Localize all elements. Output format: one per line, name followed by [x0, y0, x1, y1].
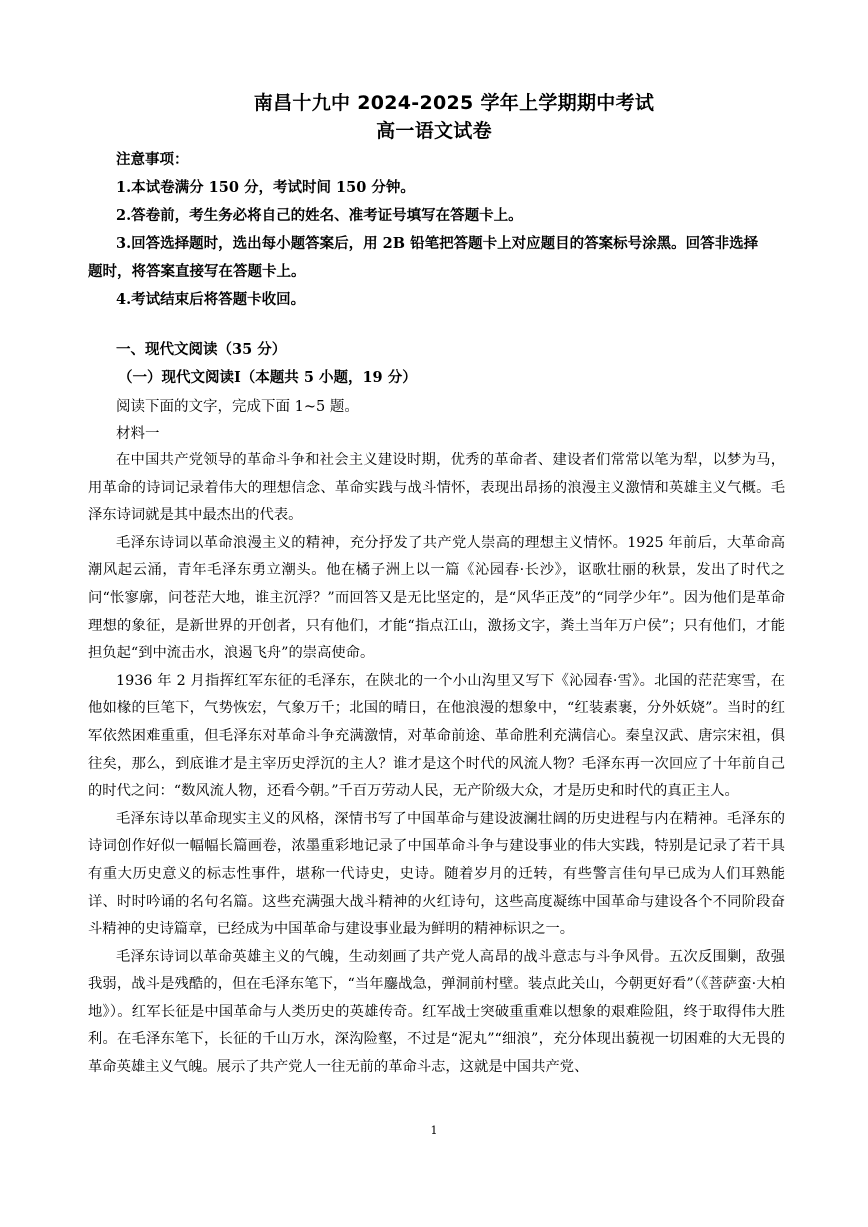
exam-subtitle: 高一语文试卷: [376, 120, 492, 142]
passage-paragraph-1: 在中国共产党领导的革命斗争和社会主义建设时期，优秀的革命者、建设者们常常以笔为犁，以梦为马，用革命的诗词记录着伟大的理想信念、革命实践与战斗情怀，表现出昂扬的浪漫主义激情和英雄主义气概。毛泽东诗词就是其中最杰出的代表。: [88, 452, 785, 524]
subsection-heading: （一）现代文阅读Ⅰ（本题共 5 小题，19 分）: [118, 369, 417, 386]
passage-paragraph-4: 毛泽东诗以革命现实主义的风格，深情书写了中国革命与建设波澜壮阔的历史进程与内在精神。毛泽东的诗词创作好似一幅幅长篇画卷，浓墨重彩地记录了中国革命斗争与建设事业的伟大实践，特别是记录了若干具有重大历史意义的标志性事件，堪称一代诗史，史诗。随着岁月的迁转，有些警言佳句早已成为人们耳熟能详、时时吟诵的名句名篇。这些充满强大战斗精神的火红诗句，这些高度凝练中国革命与建设各个不同阶段奋斗精神的史诗篇章，已经成为中国革命与建设事业最为鲜明的精神标识之一。: [88, 810, 785, 938]
notes-item-4: 4.考试结束后将答题卡收回。: [116, 291, 306, 308]
notes-item-3-line-2: 题时，将答案直接写在答题卡上。: [88, 263, 306, 280]
notes-item-2: 2.答卷前，考生务必将自己的姓名、准考证号填写在答题卡上。: [116, 207, 523, 224]
reading-passage: [88, 447, 785, 1082]
section-heading: 一、现代文阅读（35 分）: [116, 341, 287, 358]
reading-instruction: 阅读下面的文字，完成下面 1~5 题。: [116, 399, 359, 415]
exam-title: 南昌十九中 2024-2025 学年上学期期中考试: [253, 92, 655, 114]
material-label: 材料一: [116, 426, 160, 442]
passage-paragraph-2: 毛泽东诗词以革命浪漫主义的精神，充分抒发了共产党人崇高的理想主义情怀。1925 年前后，大革命高潮风起云涌，青年毛泽东勇立潮头。他在橘子洲上以一篇《沁园春·长沙》，讴歌壮丽的秋景，发出了时代之问“怅寥廓，问苍茫大地，谁主沉浮？”而回答又是无比坚定的，是“风华正茂”的“同学少年”。因为他们是革命理想的象征，是新世界的开创者，只有他们，才能“指点江山，激扬文字，粪土当年万户侯”；只有他们，才能担负起“到中流击水，浪遏飞舟”的崇高使命。: [88, 534, 785, 662]
notes-item-1: 1.本试卷满分 150 分，考试时间 150 分钟。: [116, 179, 415, 196]
exam-notes: [88, 146, 788, 314]
page-number: 1: [430, 1124, 438, 1137]
notes-heading: 注意事项：: [116, 151, 189, 168]
passage-paragraph-3: 1936 年 2 月指挥红军东征的毛泽东，在陕北的一个小山沟里又写下《沁园春·雪》。北国的茫茫寒雪，在他如椽的巨笔下，气势恢宏，气象万千；北国的晴日，在他浪漫的想象中，“红装素裹，分外妖娆”。当时的红军依然困难重重，但毛泽东对革命斗争充满激情，对革命前途、革命胜利充满信心。秦皇汉武、唐宗宋祖，俱往矣，那么，到底谁才是主宰历史浮沉的主人？谁才是这个时代的风流人物？毛泽东再一次回应了十年前自己的时代之问：“数风流人物，还看今朝。”千百万劳动人民，无产阶级大众，才是历史和时代的真正主人。: [88, 672, 785, 800]
notes-item-3-line-1: 3.回答选择题时，选出每小题答案后，用 2B 铅笔把答题卡上对应题目的答案标号涂黑。回答非选择: [116, 235, 759, 252]
passage-paragraph-5: 毛泽东诗词以革命英雄主义的气魄，生动刻画了共产党人高昂的战斗意志与斗争风骨。五次反围剿，敌强我弱，战斗是残酷的，但在毛泽东笔下，“当年鏖战急，弹洞前村壁。装点此关山，今朝更好看”（《菩萨蛮·大柏地》）。红军长征是中国革命与人类历史的英雄传奇。红军战士突破重重难以想象的艰难险阻，终于取得伟大胜利。在毛泽东笔下，长征的千山万水，深沟险壑，不过是“泥丸”“细浪”，充分体现出藐视一切困难的大无畏的革命英雄主义气魄。展示了共产党人一往无前的革命斗志，这就是中国共产党、: [88, 948, 785, 1076]
